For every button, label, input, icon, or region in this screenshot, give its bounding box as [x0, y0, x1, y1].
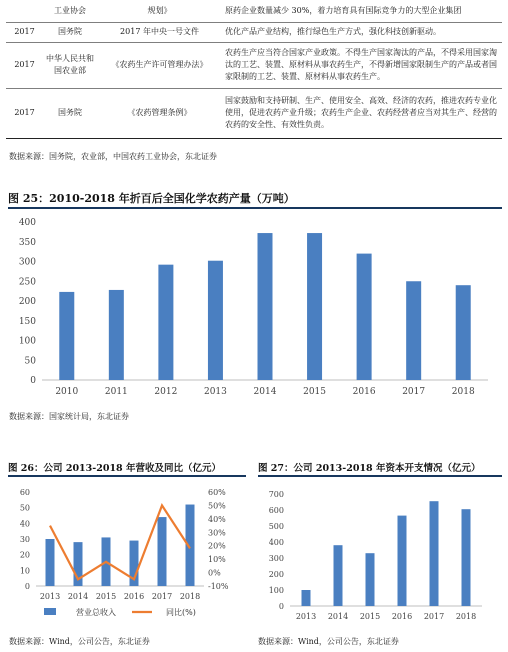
figure-26-source-note: 数据来源：Wind，公司公告，东北证券 — [9, 637, 150, 646]
bar — [59, 292, 74, 380]
y-tick-label: 200 — [268, 570, 284, 579]
bar — [462, 509, 471, 606]
table-cell-org: 中华人民共和国农业部 — [43, 42, 97, 88]
x-tick-label: 2018 — [451, 387, 475, 397]
y-tick-label: 300 — [268, 554, 284, 563]
table-cell-year: 2017 — [6, 42, 43, 88]
legend-label-revenue: 营业总收入 — [76, 608, 116, 617]
x-tick-label: 2017 — [151, 592, 173, 601]
bar — [430, 501, 439, 606]
table-row — [6, 0, 502, 22]
x-tick-label: 2010 — [55, 387, 79, 397]
x-tick-label: 2016 — [352, 387, 376, 397]
bar — [456, 285, 471, 380]
x-tick-label: 2016 — [123, 592, 145, 601]
table-row — [6, 88, 502, 138]
table-cell-org: 国务院 — [43, 22, 97, 42]
legend-label-yoy: 同比(%) — [166, 608, 196, 617]
bar — [302, 590, 311, 606]
figure-27-title: 图 27：公司 2013-2018 年资本开支情况（亿元） — [258, 463, 481, 474]
y2-tick-label: 30% — [208, 528, 226, 538]
y2-tick-label: 10% — [208, 555, 226, 565]
table-cell-content: 农药生产应当符合国家产业政策。不得生产国家淘汰的产品，不得采用国家淘汰的工艺、装置、原材料从事农药生产，不得新增国家限制生产的产品或者国家限制的工艺、装置、原材料从事农药生产。 — [222, 42, 502, 88]
y2-tick-label: 0% — [208, 568, 221, 578]
figure-26-title: 图 26：公司 2013-2018 年营收及同比（亿元） — [8, 463, 221, 474]
y-tick-label: 60 — [19, 488, 30, 497]
bar — [208, 261, 223, 380]
x-tick-label: 2012 — [154, 387, 178, 397]
y-tick-label: 0 — [278, 602, 284, 611]
x-tick-label: 2014 — [253, 387, 277, 397]
y2-tick-label: 50% — [208, 501, 226, 511]
y2-tick-label: 20% — [208, 541, 226, 551]
y-tick-label: 400 — [18, 218, 36, 228]
y-tick-label: 0 — [24, 582, 30, 591]
x-tick-label: 2011 — [104, 387, 128, 397]
bar — [158, 517, 167, 586]
y2-tick-label: 60% — [208, 488, 226, 497]
y-tick-label: 0 — [30, 376, 36, 386]
bar — [158, 265, 173, 380]
yoy-line — [50, 505, 190, 579]
table-cell-doc: 《农药管理条例》 — [97, 88, 222, 138]
y-tick-label: 500 — [268, 522, 284, 531]
table-cell-org: 工业协会 — [43, 0, 97, 22]
x-tick-label: 2013 — [39, 592, 61, 601]
y-tick-label: 50 — [24, 356, 36, 367]
bar — [307, 233, 322, 380]
table-cell-org: 国务院 — [43, 88, 97, 138]
y-tick-label: 600 — [268, 506, 284, 515]
y-tick-label: 30 — [19, 535, 30, 544]
y2-tick-label: -10% — [208, 582, 229, 591]
x-tick-label: 2015 — [359, 612, 381, 621]
bar — [46, 539, 55, 586]
table-cell-content: 原药企业数量减少 30%，着力培育具有国际竞争力的大型企业集团 — [222, 0, 502, 22]
x-tick-label: 2015 — [95, 592, 117, 601]
bar — [109, 290, 124, 380]
x-tick-label: 2018 — [455, 612, 477, 621]
bar — [366, 553, 375, 606]
y-tick-label: 10 — [19, 566, 30, 576]
policy-table — [6, 0, 502, 139]
x-tick-label: 2014 — [67, 592, 89, 601]
figure-25-title: 图 25：2010-2018 年折百后全国化学农药产量（万吨） — [8, 192, 295, 205]
y-tick-label: 250 — [18, 277, 36, 288]
x-tick-label: 2015 — [303, 387, 327, 397]
x-tick-label: 2013 — [203, 387, 227, 397]
bar — [334, 545, 343, 606]
figure-27-source-note: 数据来源：Wind，公司公告，东北证券 — [258, 637, 399, 646]
x-tick-label: 2016 — [391, 612, 413, 621]
y-tick-label: 100 — [268, 586, 284, 595]
table-cell-doc: 规划》 — [97, 0, 222, 22]
table-row — [6, 42, 502, 88]
bar — [398, 516, 407, 606]
bar — [258, 233, 273, 380]
bar — [357, 254, 372, 380]
y-tick-label: 50 — [19, 503, 30, 513]
y-tick-label: 350 — [18, 237, 36, 248]
table-cell-doc: 《农药生产许可管理办法》 — [97, 42, 222, 88]
table-source-note: 数据来源：国务院，农业部，中国农药工业协会，东北证券 — [9, 152, 217, 161]
x-tick-label: 2014 — [327, 612, 349, 621]
table-cell-year: 2017 — [6, 88, 43, 138]
figure-25-source-note: 数据来源：国家统计局，东北证券 — [9, 412, 129, 421]
table-cell-content: 国家鼓励和支持研制、生产、使用安全、高效、经济的农药，推进农药专业化使用，促进农药产业升级；农药生产企业、农药经营者应当对其生产、经营的农药的安全性、有效性负责。 — [222, 88, 502, 138]
y-tick-label: 40 — [19, 519, 30, 529]
x-tick-label: 2013 — [295, 612, 317, 621]
x-tick-label: 2017 — [423, 612, 445, 621]
y2-tick-label: 40% — [208, 514, 226, 524]
table-row — [6, 22, 502, 42]
figure-27-chart — [250, 476, 508, 626]
table-cell-year: 2017 — [6, 22, 43, 42]
y-tick-label: 200 — [18, 297, 36, 307]
x-tick-label: 2017 — [402, 387, 426, 397]
x-tick-label: 2018 — [179, 592, 201, 601]
table-cell-year — [6, 0, 43, 22]
bar — [406, 281, 421, 380]
y-tick-label: 400 — [268, 538, 284, 547]
table-cell-content: 优化产品产业结构，推行绿色生产方式，强化科技创新驱动。 — [222, 22, 502, 42]
figure-25-chart — [0, 208, 508, 398]
y-tick-label: 300 — [18, 257, 36, 268]
y-tick-label: 700 — [268, 490, 284, 499]
y-tick-label: 20 — [19, 550, 30, 560]
table-cell-doc: 2017 年中央一号文件 — [97, 22, 222, 42]
y-tick-label: 100 — [18, 336, 36, 347]
y-tick-label: 150 — [18, 316, 36, 327]
legend-swatch-revenue — [44, 608, 56, 615]
figure-26-chart — [0, 476, 250, 626]
